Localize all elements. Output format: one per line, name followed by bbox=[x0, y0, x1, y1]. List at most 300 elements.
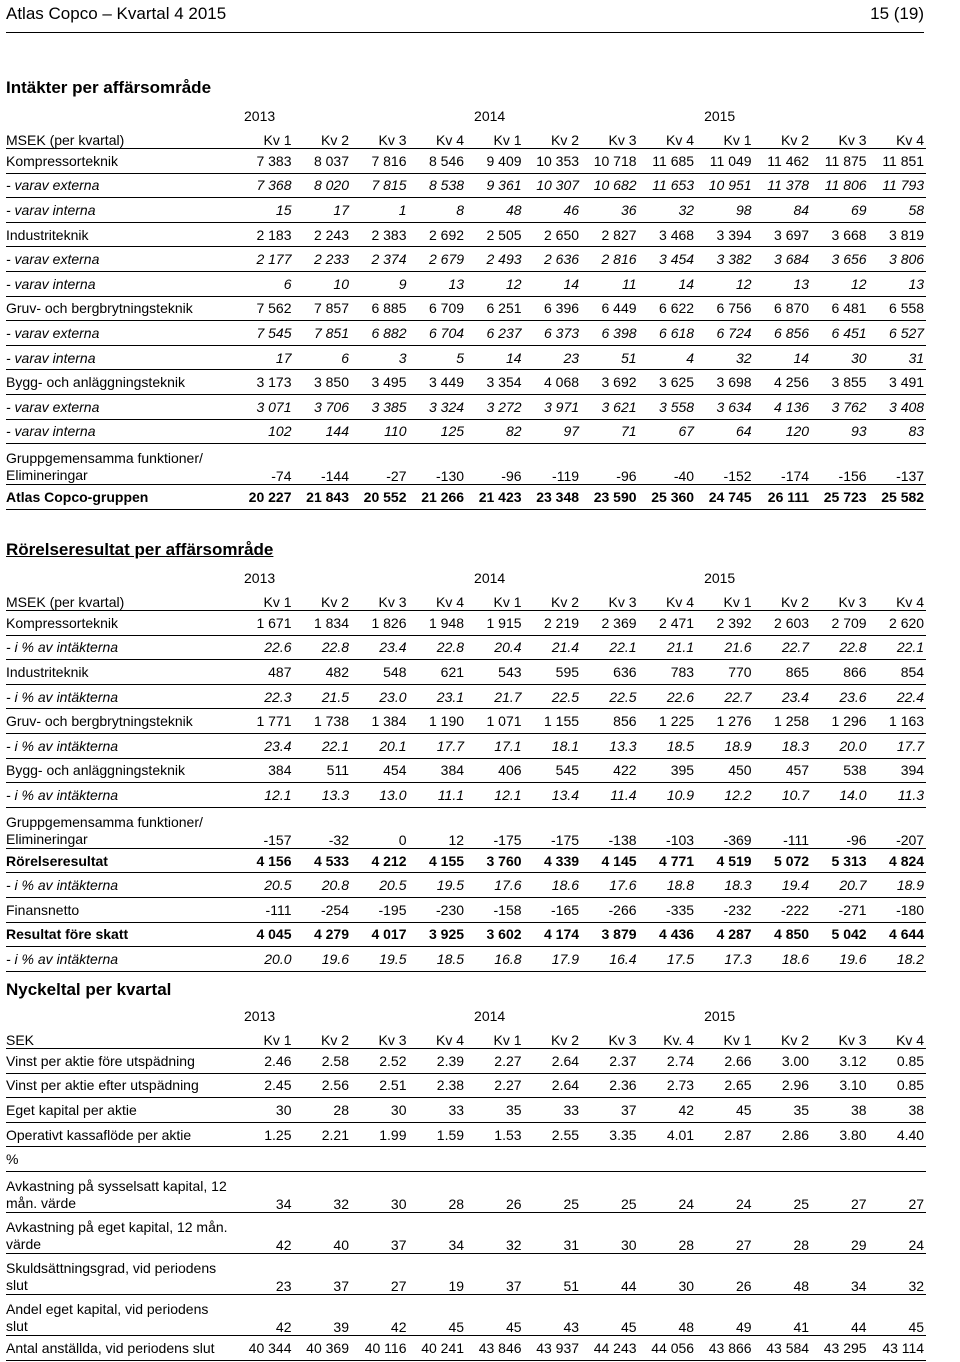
quarter-label: Kv 1 bbox=[236, 124, 294, 149]
table-row bbox=[6, 1049, 926, 1074]
table-row bbox=[6, 660, 926, 685]
cell-value: 10 353 bbox=[524, 149, 582, 174]
cell-value: 35 bbox=[754, 1098, 812, 1123]
cell-value: -165 bbox=[524, 897, 582, 922]
quarter-header-row bbox=[6, 1024, 926, 1049]
operating-profit-table bbox=[6, 562, 926, 972]
cell-value: 28 bbox=[754, 1212, 812, 1253]
cell-value: 37 bbox=[581, 1098, 639, 1123]
year-label: 2013 bbox=[244, 570, 276, 586]
cell-value: 543 bbox=[466, 660, 524, 685]
page-header bbox=[6, 0, 924, 28]
table-row bbox=[6, 247, 926, 272]
cell-value: 2 636 bbox=[524, 247, 582, 272]
cell-value: 49 bbox=[696, 1294, 754, 1335]
cell-value: 770 bbox=[696, 660, 754, 685]
cell-value bbox=[696, 1147, 754, 1172]
cell-value bbox=[351, 1147, 409, 1172]
row-label: - i % av intäkterna bbox=[6, 947, 236, 972]
cell-value: 22.6 bbox=[236, 635, 294, 660]
cell-value: 40 bbox=[294, 1212, 352, 1253]
cell-value: 32 bbox=[869, 1253, 927, 1294]
cell-value: 4 bbox=[639, 345, 697, 370]
cell-value: 2 692 bbox=[409, 222, 467, 247]
cell-value: -144 bbox=[294, 444, 352, 485]
cell-value: -254 bbox=[294, 897, 352, 922]
table-row bbox=[6, 321, 926, 346]
cell-value: 636 bbox=[581, 660, 639, 685]
cell-value: 21.7 bbox=[466, 684, 524, 709]
table-row bbox=[6, 198, 926, 223]
cell-value: 19.5 bbox=[351, 947, 409, 972]
cell-value: 2.39 bbox=[409, 1049, 467, 1074]
cell-value: 18.8 bbox=[639, 873, 697, 898]
cell-value: 2.56 bbox=[294, 1073, 352, 1098]
cell-value: 1 948 bbox=[409, 611, 467, 636]
cell-value: 64 bbox=[696, 419, 754, 444]
cell-value: -152 bbox=[696, 444, 754, 485]
cell-value: 11 049 bbox=[696, 149, 754, 174]
cell-value: 22.8 bbox=[811, 635, 869, 660]
year-label: 2014 bbox=[474, 570, 506, 586]
cell-value: -195 bbox=[351, 897, 409, 922]
cell-value: 23.0 bbox=[351, 684, 409, 709]
cell-value: 120 bbox=[754, 419, 812, 444]
cell-value: 4 771 bbox=[639, 848, 697, 873]
report-title: Atlas Copco – Kvartal 4 2015 bbox=[6, 4, 227, 23]
cell-value: 13 bbox=[409, 271, 467, 296]
cell-value: 2.86 bbox=[754, 1122, 812, 1147]
cell-value: 48 bbox=[466, 198, 524, 223]
cell-value: 18.3 bbox=[754, 733, 812, 758]
cell-value: 1.99 bbox=[351, 1122, 409, 1147]
cell-value: 11 462 bbox=[754, 149, 812, 174]
cell-value: 8 037 bbox=[294, 149, 352, 174]
cell-value: 20.0 bbox=[236, 947, 294, 972]
table-row bbox=[6, 848, 926, 873]
cell-value: 45 bbox=[696, 1098, 754, 1123]
table-row bbox=[6, 173, 926, 198]
cell-value: 6 882 bbox=[351, 321, 409, 346]
cell-value: 17 bbox=[236, 345, 294, 370]
section-title-operating-profit: Rörelseresultat per affärsområde bbox=[6, 540, 274, 559]
quarter-label: Kv 4 bbox=[869, 586, 927, 611]
cell-value: 24 bbox=[696, 1171, 754, 1212]
cell-value: 4 068 bbox=[524, 370, 582, 395]
cell-value bbox=[524, 1147, 582, 1172]
table-row bbox=[6, 709, 926, 734]
cell-value: 21 843 bbox=[294, 485, 352, 510]
cell-value: 3.00 bbox=[754, 1049, 812, 1074]
cell-value: 58 bbox=[869, 198, 927, 223]
cell-value: 3 495 bbox=[351, 370, 409, 395]
quarter-label: Kv 1 bbox=[236, 586, 294, 611]
cell-value: 34 bbox=[409, 1212, 467, 1253]
quarter-label: Kv 3 bbox=[351, 124, 409, 149]
cell-value: 30 bbox=[581, 1212, 639, 1253]
cell-value: 42 bbox=[351, 1294, 409, 1335]
row-label: Vinst per aktie före utspädning bbox=[6, 1049, 236, 1074]
cell-value: 2 177 bbox=[236, 247, 294, 272]
row-label: - i % av intäkterna bbox=[6, 873, 236, 898]
cell-value: 30 bbox=[351, 1098, 409, 1123]
row-label: Operativt kassaflöde per aktie bbox=[6, 1122, 236, 1147]
cell-value: 51 bbox=[581, 345, 639, 370]
cell-value: 17 bbox=[294, 198, 352, 223]
cell-value: 3 558 bbox=[639, 394, 697, 419]
cell-value: 3 850 bbox=[294, 370, 352, 395]
row-label: - varav externa bbox=[6, 247, 236, 272]
cell-value: 18.2 bbox=[869, 947, 927, 972]
cell-value: 4 824 bbox=[869, 848, 927, 873]
cell-value: 545 bbox=[524, 758, 582, 783]
quarter-label: Kv 4 bbox=[409, 124, 467, 149]
cell-value: 12 bbox=[696, 271, 754, 296]
cell-value: 24 bbox=[869, 1212, 927, 1253]
cell-value: 23.1 bbox=[409, 684, 467, 709]
cell-value: 2.64 bbox=[524, 1073, 582, 1098]
cell-value: 11 bbox=[581, 271, 639, 296]
cell-value: -158 bbox=[466, 897, 524, 922]
cell-value: 4 279 bbox=[294, 922, 352, 947]
year-label: 2013 bbox=[244, 1008, 276, 1024]
quarter-label: Kv 3 bbox=[351, 586, 409, 611]
cell-value: 0.85 bbox=[869, 1049, 927, 1074]
cell-value: 6 bbox=[294, 345, 352, 370]
cell-value: -369 bbox=[696, 807, 754, 848]
cell-value: 12 bbox=[811, 271, 869, 296]
row-label: Atlas Copco-gruppen bbox=[6, 485, 236, 510]
table-row bbox=[6, 296, 926, 321]
cell-value: 44 243 bbox=[581, 1335, 639, 1360]
cell-value: 538 bbox=[811, 758, 869, 783]
cell-value: 18.6 bbox=[754, 947, 812, 972]
unit-label: MSEK (per kvartal) bbox=[6, 124, 236, 149]
cell-value: 3 855 bbox=[811, 370, 869, 395]
cell-value: 20 227 bbox=[236, 485, 294, 510]
cell-value: 30 bbox=[639, 1253, 697, 1294]
cell-value: 2 816 bbox=[581, 247, 639, 272]
cell-value: 3 692 bbox=[581, 370, 639, 395]
cell-value: 28 bbox=[409, 1171, 467, 1212]
cell-value: 1 915 bbox=[466, 611, 524, 636]
cell-value: -230 bbox=[409, 897, 467, 922]
cell-value: 4 155 bbox=[409, 848, 467, 873]
quarter-label: Kv 3 bbox=[581, 1024, 639, 1049]
cell-value: 23.4 bbox=[351, 635, 409, 660]
cell-value: 17.1 bbox=[466, 733, 524, 758]
cell-value bbox=[409, 1147, 467, 1172]
cell-value: 2 650 bbox=[524, 222, 582, 247]
cell-value: 31 bbox=[524, 1212, 582, 1253]
cell-value bbox=[754, 1147, 812, 1172]
cell-value: 15 bbox=[236, 198, 294, 223]
cell-value: 3 408 bbox=[869, 394, 927, 419]
cell-value: 27 bbox=[351, 1253, 409, 1294]
cell-value: 10 718 bbox=[581, 149, 639, 174]
cell-value: 21.6 bbox=[696, 635, 754, 660]
table-row bbox=[6, 222, 926, 247]
cell-value: 25 bbox=[524, 1171, 582, 1212]
cell-value: 26 111 bbox=[754, 485, 812, 510]
cell-value: -175 bbox=[524, 807, 582, 848]
quarter-label: Kv 1 bbox=[466, 586, 524, 611]
cell-value: 3 602 bbox=[466, 922, 524, 947]
row-label: Andel eget kapital, vid periodens slut bbox=[6, 1294, 236, 1335]
row-label: - i % av intäkterna bbox=[6, 783, 236, 808]
cell-value: 22.8 bbox=[294, 635, 352, 660]
cell-value: 16.8 bbox=[466, 947, 524, 972]
quarter-header-row bbox=[6, 586, 926, 611]
cell-value: 37 bbox=[351, 1212, 409, 1253]
cell-value: 18.9 bbox=[869, 873, 927, 898]
cell-value: 2 827 bbox=[581, 222, 639, 247]
cell-value: 69 bbox=[811, 198, 869, 223]
cell-value: 4 017 bbox=[351, 922, 409, 947]
cell-value: 5 313 bbox=[811, 848, 869, 873]
cell-value: 6 622 bbox=[639, 296, 697, 321]
cell-value: 22.4 bbox=[869, 684, 927, 709]
cell-value: 2 505 bbox=[466, 222, 524, 247]
cell-value: 2 374 bbox=[351, 247, 409, 272]
cell-value: -111 bbox=[754, 807, 812, 848]
cell-value: 6 527 bbox=[869, 321, 927, 346]
table-row bbox=[6, 1147, 926, 1172]
cell-value: 3 382 bbox=[696, 247, 754, 272]
cell-value: 1 163 bbox=[869, 709, 927, 734]
cell-value: 6 449 bbox=[581, 296, 639, 321]
cell-value: 25 723 bbox=[811, 485, 869, 510]
cell-value: 51 bbox=[524, 1253, 582, 1294]
cell-value: 4 212 bbox=[351, 848, 409, 873]
cell-value: 17.7 bbox=[869, 733, 927, 758]
cell-value: 8 538 bbox=[409, 173, 467, 198]
unit-label: MSEK (per kvartal) bbox=[6, 586, 236, 611]
cell-value: -174 bbox=[754, 444, 812, 485]
cell-value: 2.36 bbox=[581, 1073, 639, 1098]
cell-value: 3 625 bbox=[639, 370, 697, 395]
cell-value: 6 558 bbox=[869, 296, 927, 321]
cell-value: -180 bbox=[869, 897, 927, 922]
cell-value: 1 384 bbox=[351, 709, 409, 734]
year-header-row bbox=[6, 1000, 926, 1024]
cell-value: 7 562 bbox=[236, 296, 294, 321]
cell-value: 40 116 bbox=[351, 1335, 409, 1360]
cell-value: 20.5 bbox=[236, 873, 294, 898]
cell-value: 33 bbox=[409, 1098, 467, 1123]
year-label: 2015 bbox=[704, 570, 736, 586]
quarter-label: Kv 2 bbox=[754, 586, 812, 611]
cell-value: 8 bbox=[409, 198, 467, 223]
cell-value: 14 bbox=[466, 345, 524, 370]
cell-value: 41 bbox=[754, 1294, 812, 1335]
year-label: 2015 bbox=[704, 108, 736, 124]
quarter-label: Kv 1 bbox=[696, 1024, 754, 1049]
cell-value: 22.1 bbox=[581, 635, 639, 660]
row-label: - varav externa bbox=[6, 394, 236, 419]
cell-value: -130 bbox=[409, 444, 467, 485]
cell-value: 4 533 bbox=[294, 848, 352, 873]
cell-value: 4 136 bbox=[754, 394, 812, 419]
row-label: Kompressorteknik bbox=[6, 611, 236, 636]
row-label: Industriteknik bbox=[6, 222, 236, 247]
quarter-label: Kv 3 bbox=[811, 1024, 869, 1049]
cell-value: 2.64 bbox=[524, 1049, 582, 1074]
table-row bbox=[6, 1073, 926, 1098]
cell-value: -157 bbox=[236, 807, 294, 848]
cell-value: -96 bbox=[466, 444, 524, 485]
cell-value: 45 bbox=[581, 1294, 639, 1335]
cell-value: 30 bbox=[236, 1098, 294, 1123]
cell-value: 4 436 bbox=[639, 922, 697, 947]
cell-value: 2 493 bbox=[466, 247, 524, 272]
cell-value: 9 bbox=[351, 271, 409, 296]
cell-value: 43 114 bbox=[869, 1335, 927, 1360]
cell-value: 4 156 bbox=[236, 848, 294, 873]
cell-value: -232 bbox=[696, 897, 754, 922]
cell-value: 19.6 bbox=[294, 947, 352, 972]
cell-value: 422 bbox=[581, 758, 639, 783]
cell-value: 11 851 bbox=[869, 149, 927, 174]
cell-value: 22.5 bbox=[581, 684, 639, 709]
cell-value: 23.4 bbox=[236, 733, 294, 758]
table-row bbox=[6, 1335, 926, 1360]
cell-value: 37 bbox=[294, 1253, 352, 1294]
cell-value: 783 bbox=[639, 660, 697, 685]
row-label: - varav interna bbox=[6, 271, 236, 296]
cell-value: 21 423 bbox=[466, 485, 524, 510]
quarter-label: Kv 4 bbox=[409, 1024, 467, 1049]
cell-value: 6 373 bbox=[524, 321, 582, 346]
cell-value: 450 bbox=[696, 758, 754, 783]
cell-value: 9 409 bbox=[466, 149, 524, 174]
quarter-label: Kv. 4 bbox=[639, 1024, 697, 1049]
row-label: - varav externa bbox=[6, 173, 236, 198]
cell-value: 10.9 bbox=[639, 783, 697, 808]
cell-value: 110 bbox=[351, 419, 409, 444]
cell-value: 2.52 bbox=[351, 1049, 409, 1074]
table-row bbox=[6, 1171, 926, 1212]
cell-value: 31 bbox=[869, 345, 927, 370]
table-row bbox=[6, 1212, 926, 1253]
cell-value: 1.25 bbox=[236, 1122, 294, 1147]
cell-value: 6 451 bbox=[811, 321, 869, 346]
cell-value: -103 bbox=[639, 807, 697, 848]
cell-value: 2 709 bbox=[811, 611, 869, 636]
cell-value: -111 bbox=[236, 897, 294, 922]
header-divider bbox=[6, 32, 924, 33]
cell-value: 46 bbox=[524, 198, 582, 223]
cell-value: 17.5 bbox=[639, 947, 697, 972]
cell-value: 22.3 bbox=[236, 684, 294, 709]
cell-value: 37 bbox=[466, 1253, 524, 1294]
cell-value: 4 339 bbox=[524, 848, 582, 873]
cell-value: 3 697 bbox=[754, 222, 812, 247]
cell-value: 395 bbox=[639, 758, 697, 783]
cell-value: 1 071 bbox=[466, 709, 524, 734]
cell-value: 8 546 bbox=[409, 149, 467, 174]
cell-value: 3 762 bbox=[811, 394, 869, 419]
cell-value: 40 241 bbox=[409, 1335, 467, 1360]
cell-value: -138 bbox=[581, 807, 639, 848]
cell-value: 14 bbox=[754, 345, 812, 370]
cell-value: 1 771 bbox=[236, 709, 294, 734]
row-label: - varav interna bbox=[6, 345, 236, 370]
cell-value: -266 bbox=[581, 897, 639, 922]
cell-value: 43 846 bbox=[466, 1335, 524, 1360]
cell-value: 3 071 bbox=[236, 394, 294, 419]
cell-value: -119 bbox=[524, 444, 582, 485]
row-label: Gruppgemensamma funktioner/ Elimineringar bbox=[6, 444, 236, 485]
cell-value: 19 bbox=[409, 1253, 467, 1294]
cell-value: 13 bbox=[869, 271, 927, 296]
cell-value: 20.8 bbox=[294, 873, 352, 898]
cell-value: 3 468 bbox=[639, 222, 697, 247]
cell-value: 7 383 bbox=[236, 149, 294, 174]
cell-value: 22.1 bbox=[869, 635, 927, 660]
cell-value: 6 bbox=[236, 271, 294, 296]
cell-value: 22.7 bbox=[696, 684, 754, 709]
cell-value: 3 bbox=[351, 345, 409, 370]
cell-value: 11 875 bbox=[811, 149, 869, 174]
cell-value: 144 bbox=[294, 419, 352, 444]
cell-value: 21.4 bbox=[524, 635, 582, 660]
quarter-label: Kv 3 bbox=[811, 586, 869, 611]
cell-value: 3 971 bbox=[524, 394, 582, 419]
cell-value: 18.1 bbox=[524, 733, 582, 758]
row-label: - i % av intäkterna bbox=[6, 733, 236, 758]
cell-value: 45 bbox=[409, 1294, 467, 1335]
table-row bbox=[6, 1098, 926, 1123]
cell-value: 20.7 bbox=[811, 873, 869, 898]
cell-value: 84 bbox=[754, 198, 812, 223]
row-label: - i % av intäkterna bbox=[6, 684, 236, 709]
cell-value: 27 bbox=[811, 1171, 869, 1212]
cell-value: 2 369 bbox=[581, 611, 639, 636]
cell-value: 34 bbox=[811, 1253, 869, 1294]
cell-value: 35 bbox=[466, 1098, 524, 1123]
cell-value: 125 bbox=[409, 419, 467, 444]
cell-value: 22.8 bbox=[409, 635, 467, 660]
year-label: 2015 bbox=[704, 1008, 736, 1024]
cell-value: 10 307 bbox=[524, 173, 582, 198]
cell-value: 3 634 bbox=[696, 394, 754, 419]
cell-value bbox=[236, 1147, 294, 1172]
cell-value: 6 398 bbox=[581, 321, 639, 346]
cell-value: 38 bbox=[811, 1098, 869, 1123]
cell-value: 406 bbox=[466, 758, 524, 783]
cell-value: 13.3 bbox=[294, 783, 352, 808]
cell-value: 43 295 bbox=[811, 1335, 869, 1360]
cell-value: 28 bbox=[294, 1098, 352, 1123]
cell-value: -175 bbox=[466, 807, 524, 848]
row-label: Avkastning på sysselsatt kapital, 12 mån. värde bbox=[6, 1171, 236, 1212]
cell-value: 24 745 bbox=[696, 485, 754, 510]
cell-value: 2.38 bbox=[409, 1073, 467, 1098]
row-label: Bygg- och anläggningsteknik bbox=[6, 370, 236, 395]
cell-value: -335 bbox=[639, 897, 697, 922]
cell-value: -271 bbox=[811, 897, 869, 922]
cell-value: 1 155 bbox=[524, 709, 582, 734]
table-row bbox=[6, 1253, 926, 1294]
row-label: Finansnetto bbox=[6, 897, 236, 922]
cell-value: 17.7 bbox=[409, 733, 467, 758]
quarter-label: Kv 4 bbox=[639, 586, 697, 611]
cell-value: 11.1 bbox=[409, 783, 467, 808]
cell-value: 384 bbox=[236, 758, 294, 783]
quarter-label: Kv 4 bbox=[869, 124, 927, 149]
cell-value: 6 885 bbox=[351, 296, 409, 321]
